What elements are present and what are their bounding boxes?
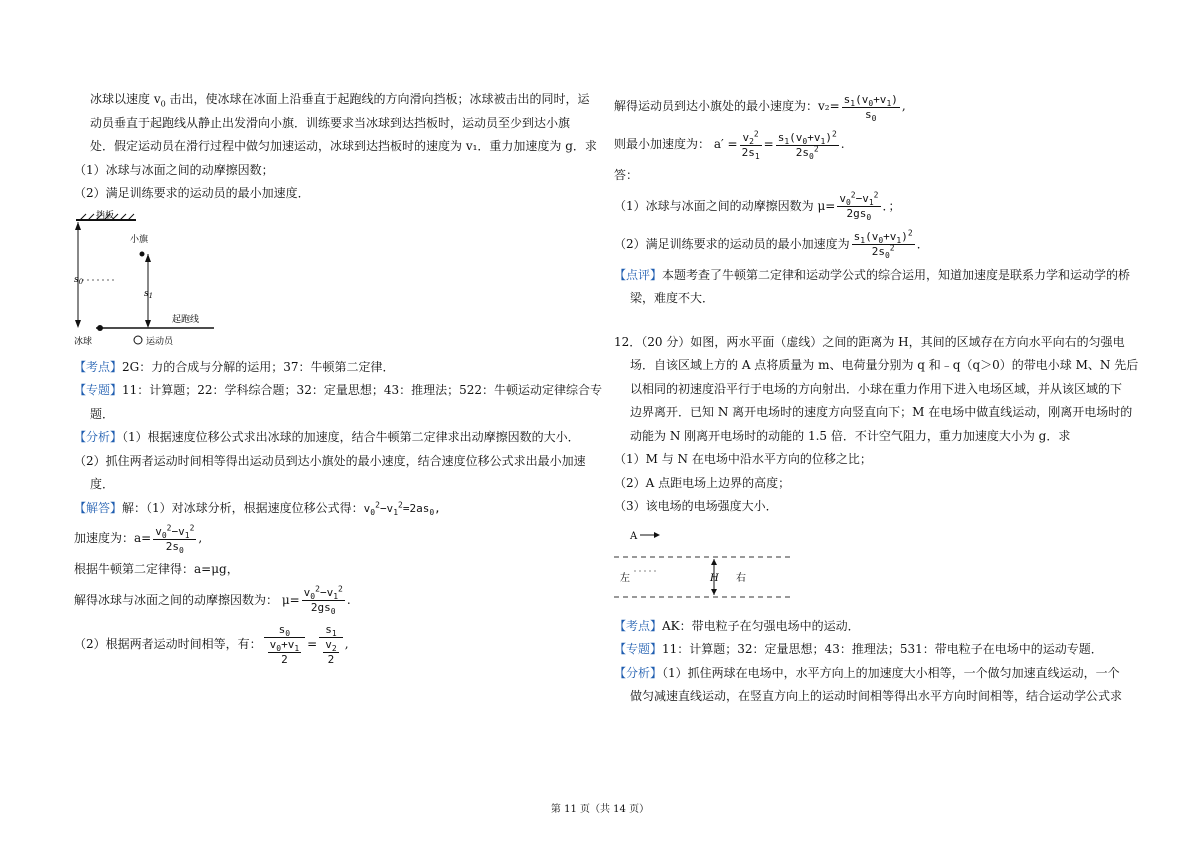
athlete-label: 运动员 — [146, 336, 174, 347]
q12-sub-3: （3）该电场的电场强度大小． — [614, 499, 778, 513]
dianping-line: 【点评】本题考查了牛顿第二定律和运动学公式的综合运用，知道加速度是联系力学和运动学的桥 — [614, 267, 1131, 282]
answer-label: 答： — [614, 168, 639, 182]
fenxi-tag-2: 【分析】 — [614, 665, 663, 680]
problem-text-line-1: 冰球以速度 $v_0$ 击出，使冰球在冰面上沿垂直于起跑线的方向滑向挡板；冰球被击出的同时，运 — [90, 92, 590, 109]
start-line-label: 起跑线 — [172, 314, 200, 325]
field-diagram — [614, 525, 794, 605]
q12-line-1: 12．（20 分）如图，两水平面（虚线）之间的距离为 H，其间的区域存在方向水平向右的匀强电 — [614, 334, 1125, 349]
newton-line: 根据牛顿第二定律得：a=μg， — [74, 562, 239, 576]
time-formula: （2）根据两者运动时间相等，有： $\frac{s_0}{\frac{v_0+v_1}{2}}$ = $\frac{s_1}{\frac{v_2}{2}}$ , — [74, 622, 349, 666]
question-1: （1）冰球与冰面之间的动摩擦因数； — [74, 162, 274, 177]
zhuanti-line: 【专题】11：计算题；22：学科综合题；32：定量思想；43：推理法；522：牛顿运动定律综合专 — [74, 383, 603, 397]
kaodian-line-2: 【考点】AK：带电粒子在匀强电场中的运动． — [614, 618, 860, 633]
dianping-tag: 【点评】 — [614, 267, 663, 282]
right-column — [614, 88, 1139, 709]
kaodian-tag-2: 【考点】 — [614, 618, 663, 633]
zhuanti-line-2b: 【专题】11：计算题；32：定量思想；43：推理法；531：带电粒子在电场中的运动专题． — [614, 642, 1103, 656]
flag-dot — [140, 251, 145, 256]
question-2: （2）满足训练要求的运动员的最小加速度． — [74, 186, 310, 200]
q12-line-4: 边界离开．已知 N 离开电场时的速度方向竖直向下；M 在电场中做直线运动，刚离开电场时的 — [630, 405, 1133, 419]
flag-label: 小旗 — [130, 234, 149, 245]
problem-text-line-2: 动员垂直于起跑线从静止出发滑向小旗．训练要求当冰球到达挡板时，运动员至少到达小旗 — [90, 115, 571, 130]
mu-formula: 解得冰球与冰面之间的动摩擦因数为： μ= $\frac{v_0^2-v_1^2}{2gs_0}$ . — [74, 584, 351, 617]
jieda-line: 【解答】解：（1）对冰球分析，根据速度位移公式得：$v_0^2-v_1^2=2as_0$, — [74, 499, 441, 517]
puck-label: 冰球 — [74, 336, 93, 347]
jieda-tag: 【解答】 — [74, 500, 123, 515]
dianping-line-2: 梁，难度不大． — [630, 291, 715, 305]
q12-line-2: 场．自该区域上方的 A 点将质量为 m、电荷量分别为 q 和﹣q（q＞0）的带电小球 M、N 先后 — [630, 358, 1139, 372]
left-column — [74, 88, 603, 670]
puck-diagram — [74, 210, 254, 350]
right-label: 右 — [736, 572, 746, 584]
answer-1: （1）冰球与冰面之间的动摩擦因数为 μ= $\frac{v_0^2-v_1^2}{2gs_0}$ ．； — [614, 190, 901, 223]
problem-text-line-3: 处．假定运动员在滑行过程中做匀加速运动，冰球到达挡板时的速度为 v₁．重力加速度为 g．求 — [90, 139, 597, 153]
zhuanti-line-2: 题． — [90, 406, 115, 421]
fenxi-line-2b: 【分析】（1）抓住两球在电场中，水平方向上的加速度大小相等，一个做匀加速直线运动，一个 — [614, 665, 1120, 680]
page-footer: 第 11 页（共 14 页） — [550, 804, 650, 815]
athlete-icon — [134, 336, 142, 344]
amin-formula: 则最小加速度为： a′ = $\frac{v_2^2}{2s_1}$ = $\frac{s_1(v_0+v_1)^2}{2s_0^2}$ . — [614, 128, 845, 161]
v2-formula: 解得运动员到达小旗处的最小速度为：v₂= $\frac{s_1(v_0+v_1)}{s_0}$ , — [614, 92, 906, 123]
s0-label: $s_0$ — [74, 274, 84, 286]
puck-dot — [97, 325, 103, 331]
left-label: 左 — [620, 572, 630, 584]
field-diagram-svg — [614, 525, 794, 605]
fenxi-line-2c: 做匀减速直线运动，在竖直方向上的运动时间相等得出水平方向时间相等，结合运动学公式求 — [630, 689, 1123, 703]
q12-line-3: 以相同的初速度沿平行于电场的方向射出．小球在重力作用下进入电场区域，并从该区域的下 — [630, 381, 1123, 396]
s1-label: $s_1$ — [144, 288, 154, 300]
q12-sub-2: （2）A 点距电场上边界的高度； — [614, 475, 791, 490]
kaodian-tag: 【考点】 — [74, 359, 123, 374]
puck-diagram-svg — [74, 210, 254, 350]
accel-formula: 加速度为：a= $\frac{v_0^2-v_1^2}{2s_0}$ , — [74, 522, 203, 555]
q12-sub-1: （1）M 与 N 在电场中沿水平方向的位移之比； — [614, 452, 872, 466]
q12-line-5: 动能为 N 刚离开电场时的动能的 1.5 倍．不计空气阻力，重力加速度大小为 g．求 — [630, 428, 1071, 443]
point-a-label: A — [630, 530, 638, 542]
zhuanti-tag-2: 【专题】 — [614, 642, 663, 656]
answer-2: （2）满足训练要求的运动员的最小加速度为 $\frac{s_1(v_0+v_1)^2}{2s_0^2}$ ． — [614, 228, 929, 261]
baffle-label: 挡板 — [96, 210, 115, 221]
kaodian-line: 【考点】2G：力的合成与分解的运用；37：牛顿第二定律． — [74, 359, 395, 374]
fenxi-tag: 【分析】 — [74, 430, 123, 444]
fenxi-line-2: （2）抓住两者运动时间相等得出运动员到达小旗处的最小速度，结合速度位移公式求出最小加速 — [74, 453, 586, 468]
fenxi-line-3: 度． — [90, 477, 115, 491]
fenxi-line: 【分析】（1）根据速度位移公式求出冰球的加速度，结合牛顿第二定律求出动摩擦因数的大小． — [74, 430, 580, 444]
h-label: H — [710, 572, 719, 584]
zhuanti-tag: 【专题】 — [74, 383, 123, 397]
